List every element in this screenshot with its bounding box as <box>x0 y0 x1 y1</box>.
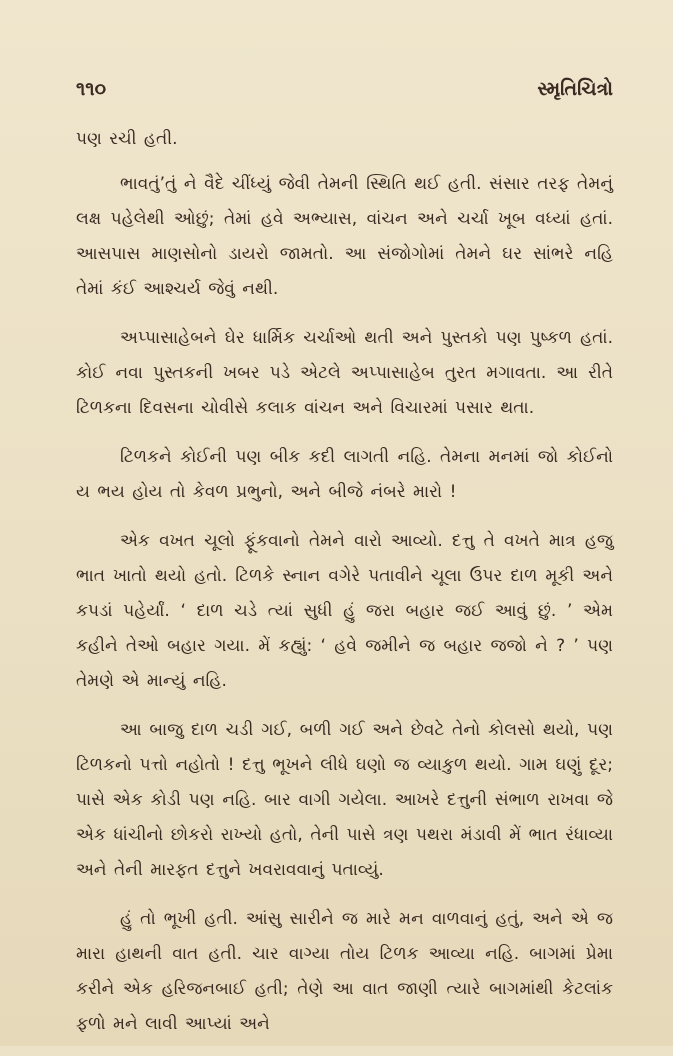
page-number: ૧૧૦ <box>76 78 107 100</box>
book-title: સ્મૃતિચિત્રો <box>537 78 613 100</box>
paragraph: હું તો ભૂખી હતી. આંસુ સારીને જ મારે મન વાળવાનું હતું, અને એ જ મારા હાથની વાત હતી. ચાર વાગ્યા તોય ટિળક આવ્યા નહિ. બાગમાં પ્રેમા કરીને એક હરિજનબાઈ હતી; તેણે આ વાત જાણી ત્યારે બાગમાંથી કેટલાંક ફળો મને લાવી આપ્યાં અને <box>76 909 613 1034</box>
paragraph-continuation: પણ રચી હતી. <box>76 129 178 149</box>
paragraph: એક વખત ચૂલો ફૂંકવાનો તેમને વારો આવ્યો. દત્તુ તે વખતે માત્ર હજુ ભાત ખાતો થયો હતો. ટિળકે સ્નાન વગેરે પતાવીને ચૂલા ઉપર દાળ મૂકી અને કપડાં પહેર્યાં. ‘ દાળ ચડે ત્યાં સુધી હું જરા બહાર જઈ આવું છું. ’ એમ કહીને તેઓ બહાર ગયા. મેં કહ્યું: ‘ હવે જમીને જ બહાર જજો ને ? ’ પણ તેમણે એ માન્યું નહિ. <box>76 531 613 691</box>
paragraph: ટિળકને કોઈની પણ બીક કદી લાગતી નહિ. તેમના મનમાં જો કોઈનો ય ભય હોય તો કેવળ પ્રભુનો, અને બીજે નંબરે મારો ! <box>76 447 613 502</box>
running-head <box>76 78 613 112</box>
paragraph: ભાવતું’તું ને વૈદે ચીંધ્યું જેવી તેમની સ્થિતિ થઈ હતી. સંસાર તરફ તેમનું લક્ષ પહેલેથી ઓછું; તેમાં હવે અભ્યાસ, વાંચન અને ચર્ચા ખૂબ વધ્યાં હતાં. આસપાસ માણસોનો ડાયરો જામતો. આ સંજોગોમાં તેમને ઘર સાંભરે નહિ તેમાં કંઈ આશ્ચર્ય જેવું નથી. <box>76 174 613 299</box>
paragraph: આ બાજુ દાળ ચડી ગઈ, બળી ગઈ અને છેવટે તેનો કોલસો થયો, પણ ટિળકનો પત્તો નહોતો ! દત્તુ ભૂખને લીધે ઘણો જ વ્યાકુળ થયો. ગામ ઘણું દૂર; પાસે એક કોડી પણ નહિ. બાર વાગી ગયેલા. આખરે દત્તુની સંભાળ રાખવા જે એક ધાંચીનો છોકરો રાખ્યો હતો, તેની પાસે ત્રણ પથરા મંડાવી મેં ભાત રંધાવ્યા અને તેની મારફત દત્તુને ખવરાવવાનું પતાવ્યું. <box>76 720 613 880</box>
paragraph: અપ્પાસાહેબને ઘેર ધાર્મિક ચર્ચાઓ થતી અને પુસ્તકો પણ પુષ્કળ હતાં. કોઈ નવા પુસ્તકની ખબર પડે એટલે અપ્પાસાહેબ તુરત મગાવતા. આ રીતે ટિળકના દિવસના ચોવીસે કલાક વાંચન અને વિચારમાં પસાર થતા. <box>76 328 613 418</box>
body-text <box>76 122 613 1056</box>
